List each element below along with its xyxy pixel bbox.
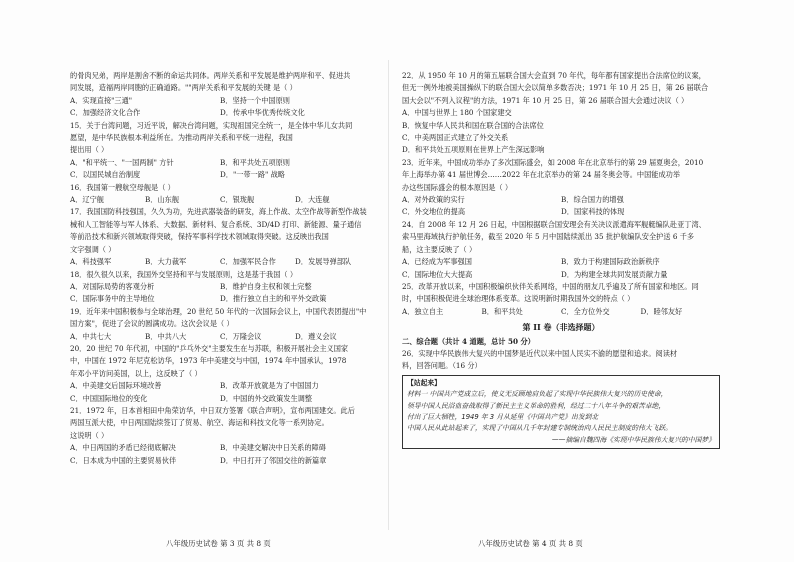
question-20: 20．20 世纪 70 年代初，中国的"乒乓外交"主要发生在与苏联，积极开展社会主义国家	[70, 343, 349, 353]
option: D．为构建全球共同发展贡献力量	[561, 269, 668, 279]
option: A．"和平统一、"一国两制" 方针	[70, 157, 174, 167]
option: C．加强经济文化合作	[70, 108, 141, 118]
text-line: 同发展，造福两岸同胞的正确道路。""两岸关系和平发展的关键 是（ ）	[70, 83, 297, 93]
question-22: 22．从 1950 年 10 月的第五届联合国大会直到 70 年代，每年都有国家提出合法席位的议案，	[402, 71, 706, 80]
q18-options	[70, 281, 370, 293]
option: C．国际地位大大提高	[402, 269, 473, 279]
text-line: 提出用（ ）	[70, 145, 109, 155]
option: D．传承中华优秀传统文化	[220, 108, 305, 118]
question-24: 24．自 2008 年 12 月 26 日起，中国根据联合国安理会有关决议派遣海军舰艇编队赴亚丁湾、	[402, 219, 706, 229]
option: B．大力裁军	[145, 257, 187, 267]
option: C．中美两国正式建立了外交关系	[402, 133, 509, 143]
material-line: 材料一 中国共产党成立后，使义无反顾地肩负起了实现中华民族伟大复兴的历史使命，	[407, 390, 668, 399]
option: A．独立自主	[402, 306, 444, 316]
q18-options	[70, 293, 370, 305]
text-line: 两国互派大使，中日两国陆续签订了贸易、航空、海运和科技文化等一系列协定。	[70, 418, 329, 428]
q14-options	[70, 95, 370, 107]
option: D．推行独立自主的和平外交政策	[220, 294, 327, 304]
part-heading: 二、综合题（共计 4 道题，总计 50 分）	[402, 336, 535, 346]
option: B．中美建交解决中日关系的障碍	[220, 443, 326, 453]
q20-options	[70, 380, 370, 392]
text-line: 国大会以"不列入议程"的方法，1971 年 10 月 25 日，第 26 届联合国大会通过决议（ ）	[402, 95, 689, 105]
q15-options	[70, 169, 370, 181]
option: C．银珑舰	[220, 195, 255, 205]
option: B．山东舰	[145, 195, 180, 205]
option: A．辽宁舰	[70, 195, 104, 205]
text-line: 料，回答问题。（16 分）	[402, 361, 482, 371]
option: C．外交地位的提高	[402, 207, 466, 217]
option: C．国际事务中的主导地位	[70, 294, 155, 304]
option: D．大连舰	[295, 195, 330, 205]
q17-options	[70, 256, 370, 268]
q21-options	[70, 455, 370, 467]
question-19: 19．近年来中国积极参与全球治理，20 世纪 50 年代的一次国际会议上，中国代表团提出"中	[70, 306, 367, 316]
option: C．中国国际地位的变化	[70, 393, 148, 403]
text-line: 愿望，是中华民族根本利益所在。为推动两岸关系和平统一进程，我国	[70, 133, 293, 143]
q21-options	[70, 442, 370, 454]
text-line: 等前沿技术和新兴领域取得突破，保持军事科学技术领域取得突破。这反映出我国	[70, 232, 329, 242]
option: D．和平共处五项原则在世界上产生深远影响	[402, 145, 545, 155]
option: A．中美建交后国际环境改善	[70, 381, 162, 391]
option: D．睦邻友好	[640, 306, 683, 316]
text-line: 文字强调（ ）	[70, 244, 116, 254]
option: A．已经成为军事强国	[402, 257, 472, 267]
text-line: 国方案"，促进了会议的圆满成功。这次会议是（ ）	[70, 319, 234, 329]
material-line: 领导中国人民浴血奋战取得了新民主主义革命的胜利，经过二十八年斗争的艰苦卓绝，	[407, 401, 666, 410]
q14-options	[70, 107, 370, 119]
text-line: 年邓小平访问美国，以上，这反映了（ ）	[70, 368, 202, 378]
question-21: 21．1972 年，日本首相田中角荣访华，中日双方签署《联合声明》，宣布两国建交。此后	[70, 405, 355, 415]
page-footer-right: 八年级历史试卷 第 4 页 共 8 页	[478, 539, 583, 548]
text-line: 索马里海域执行护航任务，截至 2020 年 5 月中国陆续派出 35 批护航编队安全护送 6 千多	[402, 232, 695, 242]
option: D．遵义会议	[295, 331, 337, 341]
option: B．和平共处五项原则	[220, 157, 290, 167]
option: A．对国际局势的客观分析	[70, 281, 155, 291]
option: C．全方位外交	[561, 306, 610, 316]
option: B．维护自身主权和领土完整	[220, 281, 312, 291]
text-line: 年上海举办第 41 届世博会……2022 年在北京举办的第 24 届冬奥会等。中国能成功举	[402, 170, 681, 180]
option: B．坚持一个中国原则	[220, 95, 290, 105]
right-column	[402, 70, 720, 449]
option: D．"一带一路" 战略	[220, 170, 285, 180]
option: B．中共八大	[145, 331, 187, 341]
option: B．改革开放就是为了中国国力	[220, 381, 319, 391]
option: B．综合国力的增强	[561, 195, 624, 205]
question-15: 15．关于台湾问题，习近平说，解决台湾问题，实现祖国完全统一，是全体中华儿女共同	[70, 120, 353, 130]
text-line: 械和人工智能等与军人体系、大数据、新材料、复合系统、3D/4D 打印、新能源、量子通信	[70, 219, 362, 229]
option: A．科技强军	[70, 257, 112, 267]
q15-options	[70, 157, 370, 169]
q16-options	[70, 194, 370, 206]
question-26: 26．实现中华民族伟大复兴的中国梦是近代以来中国人民实不渝的愿望和追求。阅读材	[402, 348, 678, 358]
option: A．中日两国的矛盾已经彻底解决	[70, 443, 176, 453]
q23-options	[402, 206, 720, 218]
material-label: 【站起来】	[407, 378, 441, 387]
material-line: 付出了巨大牺牲，1949 年 3 月从延里《中国共产党》出发到北	[407, 412, 599, 421]
option: D．中国的外交政策发生调整	[220, 393, 313, 403]
question-25: 25．改革开放以来，中国积极编织伙伴关系网络，中国的朋友几乎遍及了所有国家和地区。同	[402, 281, 699, 291]
q23-options	[402, 194, 720, 206]
material-source: ——摘编自魏四海《实现中华民族伟大复兴的中国梦》	[551, 435, 715, 444]
section-title: 第 II 卷（非选择题）	[522, 322, 600, 333]
q24-options	[402, 269, 720, 281]
question-16: 16．我国第一艘航空母舰是（ ）	[70, 182, 175, 192]
option: C．加强军民合作	[220, 257, 276, 267]
left-column	[70, 70, 370, 467]
text-line: 时，中国积极促进全球治理体系变革。这说明新时期我国外交的特点（ ）	[402, 294, 635, 304]
option: D．国家科技的体现	[561, 207, 625, 217]
option: A．中共七大	[70, 331, 112, 341]
material-box	[402, 375, 720, 449]
page-footer-left: 八年级历史试卷 第 3 页 共 8 页	[166, 539, 271, 548]
option: A．实现直接"三通"	[70, 95, 133, 105]
option: B．恢复中华人民共和国在联合国的合法席位	[402, 120, 544, 130]
material-line: 中国人民从此站起来了，实现了中国从几千年封建专制统治向人民民主制度的伟大飞跃。	[407, 424, 673, 433]
text-line: 办这些国际盛会的根本原因是（ ）	[402, 182, 513, 192]
question-17: 17．我国国防科技强国，久久为功，先进武器装备的研发，海上作战、太空作战等新型作战装	[70, 207, 367, 217]
text-line: 这说明（ ）	[70, 430, 109, 440]
question-23: 23．近年来，中国成功举办了多次国际盛会，如 2008 年在北京举行的第 29 届夏奥会，2010	[402, 157, 704, 167]
q20-options	[70, 393, 370, 405]
option: A．中国与世界上 180 个国家建交	[402, 108, 512, 118]
option: D．发展导弹部队	[295, 257, 352, 267]
question-18: 18．很久很久以来，我国外交坚持和平与发展原则，这是基于我国（ ）	[70, 269, 298, 279]
text-line: 但无一例外地被美国操纵下的联合国大会以简单多数否决；1971 年 10 月 25 日，第 26 届联合	[402, 83, 709, 93]
q25-options	[402, 306, 720, 318]
option: D．中日打开了邻国交往的新篇章	[220, 455, 327, 465]
option: B．致力于构建国际政治新秩序	[561, 257, 660, 267]
option: B．和平共处	[481, 306, 523, 316]
text-line: 船，这主要反映了（ ）	[402, 244, 477, 254]
q19-options	[70, 331, 370, 343]
q24-options	[402, 256, 720, 268]
column-divider	[388, 60, 389, 530]
text-line: 中，中国在 1972 年尼克松访华，1973 年中美建交与中国，1974 年中国承认，1978	[70, 356, 347, 366]
option: C．以国民城自治制度	[70, 170, 141, 180]
option: C．万隆会议	[220, 331, 262, 341]
option: A．对外政策的实行	[402, 195, 465, 205]
text-line: 的骨肉兄弟，两岸是割舍不断的命运共同体。两岸关系和平发展是维护两岸和平、促进共	[70, 71, 351, 80]
option: C．日本成为中国的主要贸易伙伴	[70, 455, 177, 465]
